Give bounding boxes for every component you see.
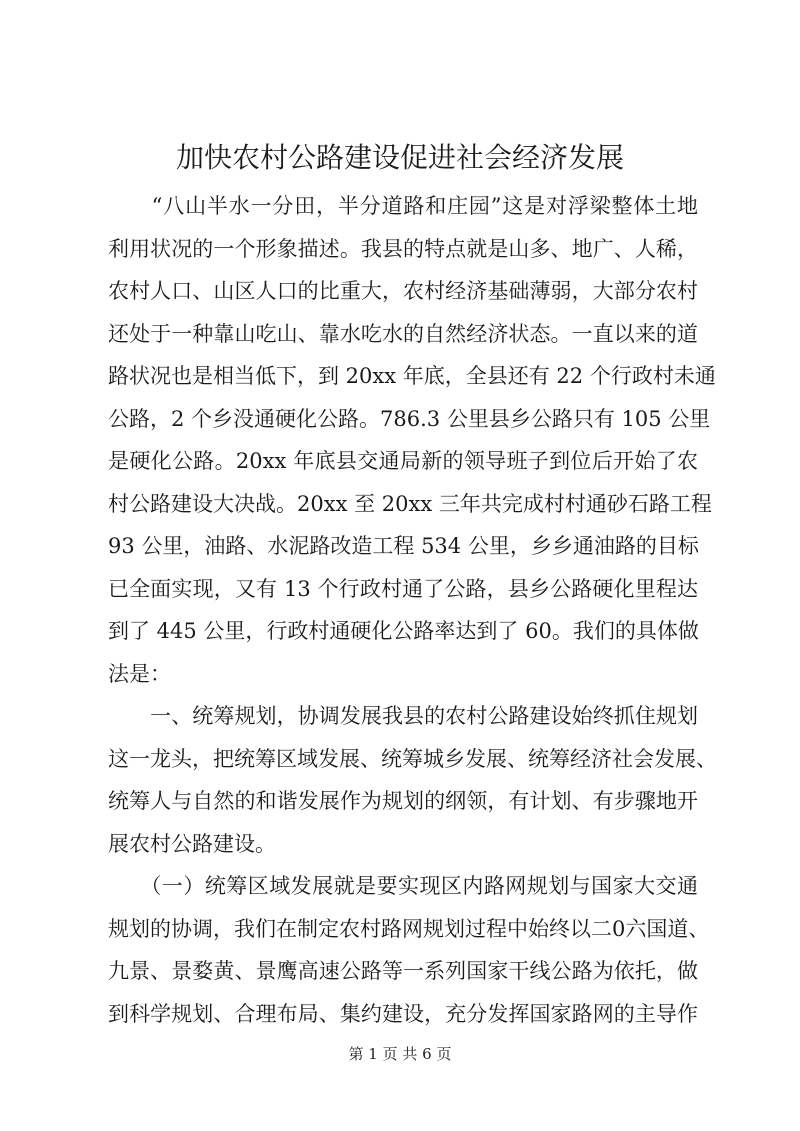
body-line: 这一龙头，把统筹区域发展、统筹城乡发展、统筹经济社会发展、 [108, 746, 717, 771]
body-line: 到科学规划、合理布局、集约建设，充分发挥国家路网的主导作 [108, 1001, 698, 1026]
body-line: 九景、景婺黄、景鹰高速公路等一系列国家干线公路为依托，做 [108, 959, 698, 983]
body-line: 到了 445 公里，行政村通硬化公路率达到了 60。我们的具体做 [108, 619, 699, 643]
body-line: 规划的协调，我们在制定农村路网规划过程中始终以二0六国道、 [108, 916, 710, 941]
body-line: 93 公里，油路、水泥路改造工程 534 公里，乡乡通油路的目标 [108, 534, 699, 558]
document-title: 加快农村公路建设促进社会经济发展 [175, 141, 624, 174]
body-line: 一、统筹规划，协调发展我县的农村公路建设始终抓住规划 [108, 704, 698, 728]
body-line: 是硬化公路。20xx 年底县交通局新的领导班子到位后开始了农 [108, 449, 698, 473]
body-line: “八山半水一分田，半分道路和庄园”这是对浮梁整体土地 [108, 194, 698, 218]
body-line: 农村人口、山区人口的比重大，农村经济基础薄弱，大部分农村 [108, 279, 698, 303]
body-line: 还处于一种靠山吃山、靠水吃水的自然经济状态。一直以来的道 [108, 321, 698, 346]
body-line: 统筹人与自然的和谐发展作为规划的纲领，有计划、有步骤地开 [108, 789, 698, 813]
body-line: 利用状况的一个形象描述。我县的特点就是山多、地广、人稀， [108, 236, 698, 261]
page-number-footer: 第 1 页 共 6 页 [348, 1045, 452, 1063]
body-line: 展农村公路建设。 [108, 831, 276, 856]
body-line: 路状况也是相当低下，到 20xx 年底，全县还有 22 个行政村未通 [108, 364, 716, 388]
body-line: （一）统筹区域发展就是要实现区内路网规划与国家大交通 [108, 874, 698, 898]
body-line: 法是： [108, 661, 171, 686]
body-line: 已全面实现，又有 13 个行政村通了公路，县乡公路硬化里程达 [108, 576, 698, 601]
body-line: 公路，2 个乡没通硬化公路。786.3 公里县乡公路只有 105 公里 [108, 406, 711, 431]
body-line: 村公路建设大决战。20xx 至 20xx 三年共完成村村通砂石路工程 [108, 491, 712, 516]
